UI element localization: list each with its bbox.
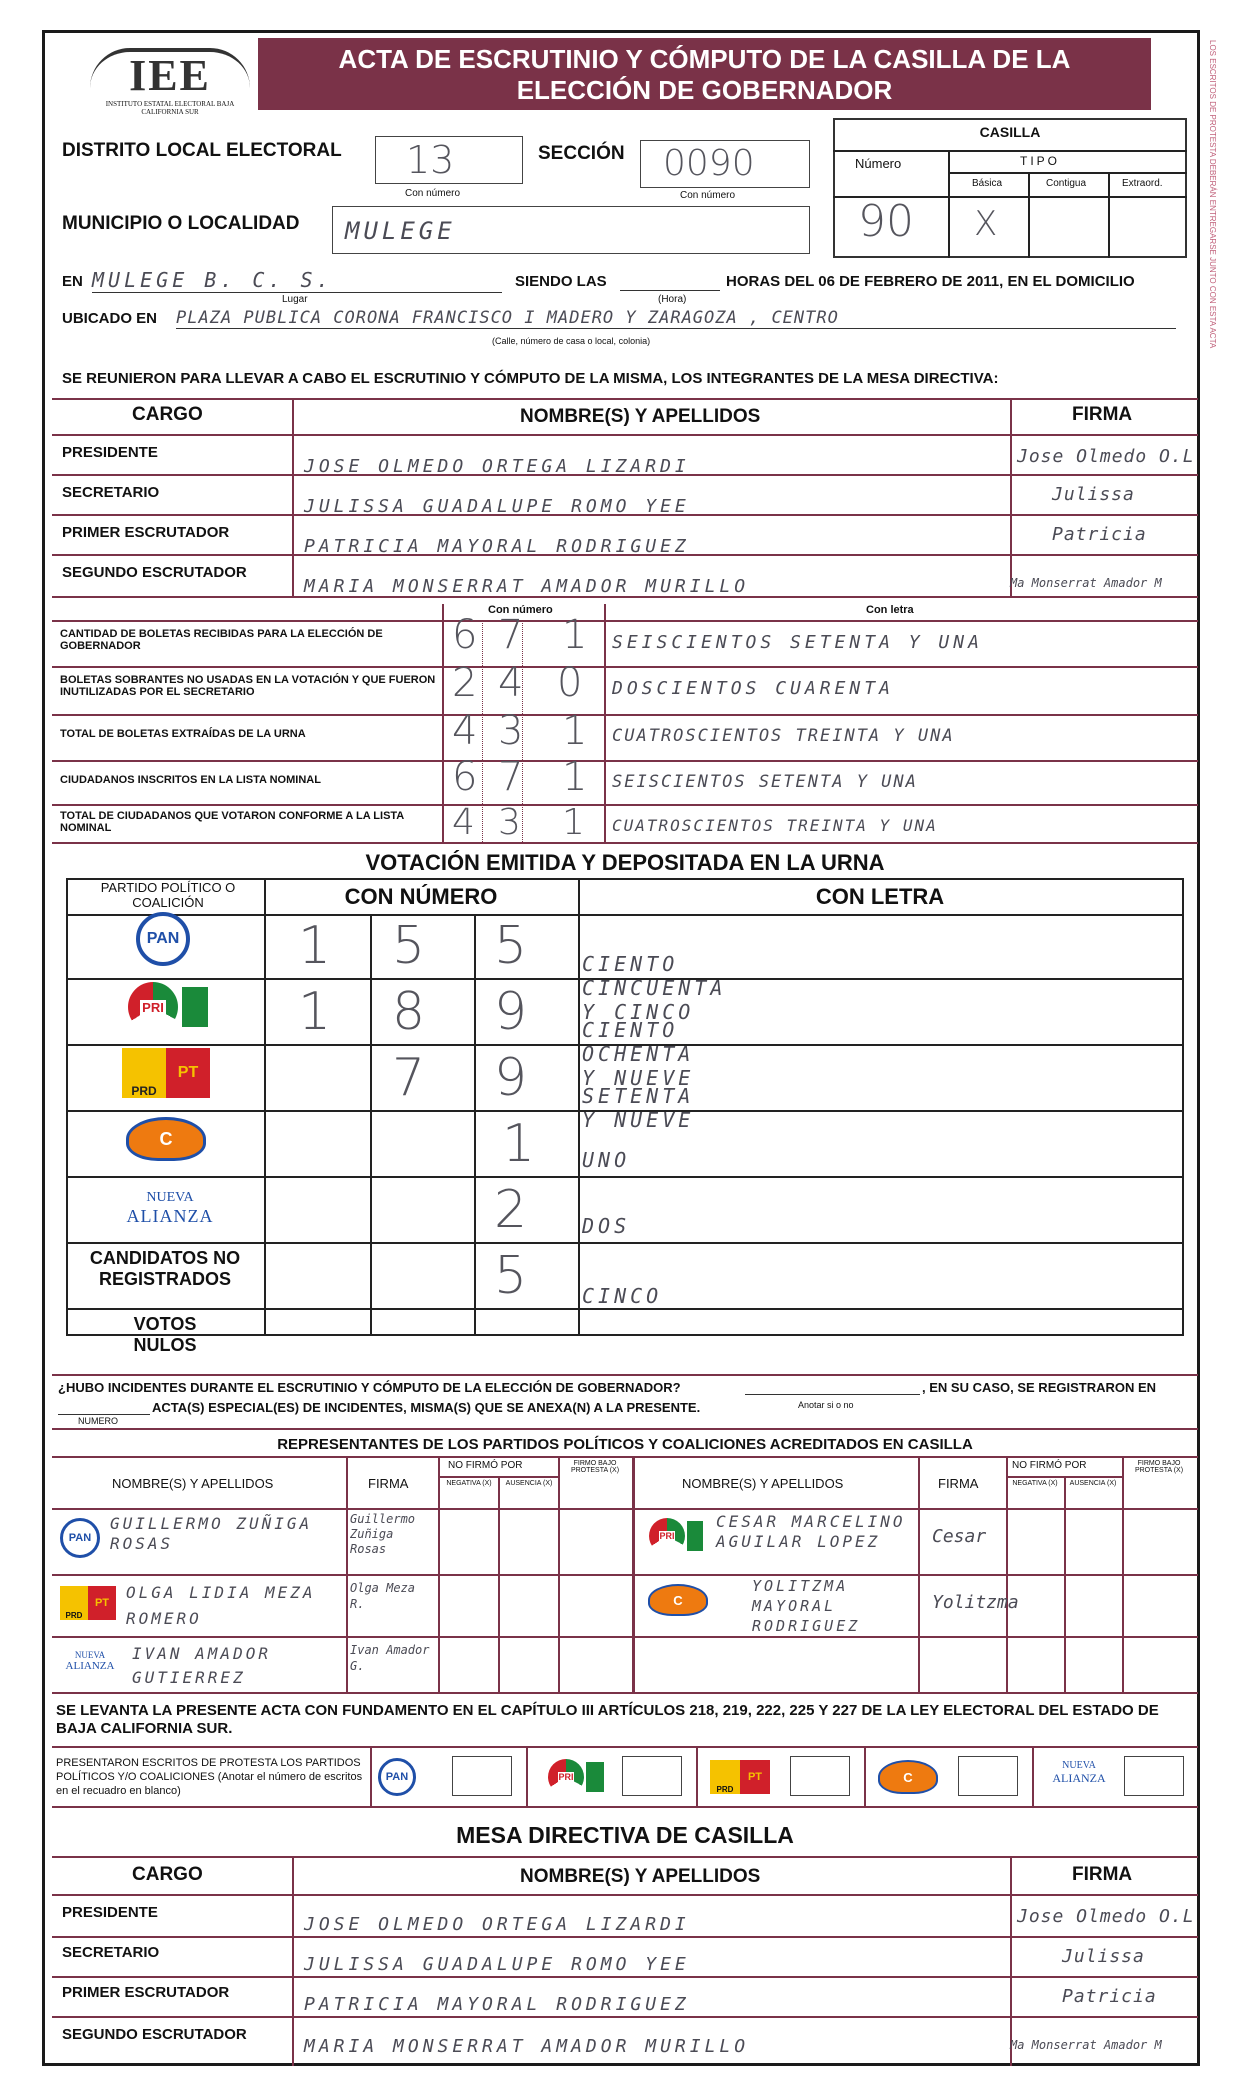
title-line-2: ELECCIÓN DE GOBERNADOR xyxy=(516,75,893,105)
mesa-cargo-head: CARGO xyxy=(132,1864,203,1885)
hora-sublabel: (Hora) xyxy=(658,294,687,305)
vote-digit[interactable]: 1 xyxy=(502,1114,536,1174)
vote-digit[interactable]: 9 xyxy=(494,982,528,1042)
section-sublabel: Con número xyxy=(680,190,736,201)
protesta-count-box[interactable] xyxy=(622,1756,682,1796)
count-label: CIUDADANOS INSCRITOS EN LA LISTA NOMINAL xyxy=(60,774,321,786)
officials-line-head xyxy=(52,434,1198,436)
nueva-alianza-logo-icon xyxy=(60,1650,120,1672)
counts-con-numero: Con número xyxy=(488,604,553,616)
incidents-line-top xyxy=(52,1374,1198,1376)
mesa-firma-head: FIRMA xyxy=(1072,1864,1133,1885)
mesa-name[interactable]: JULISSA GUADALUPE ROMO YEE xyxy=(304,1954,690,1975)
vote-letra[interactable]: SETENTA Y NUEVE xyxy=(582,1084,695,1132)
vote-digit[interactable]: 1 xyxy=(298,982,332,1042)
reps-vline-9 xyxy=(1122,1456,1124,1692)
official-name[interactable]: JOSE OLMEDO ORTEGA LIZARDI xyxy=(304,456,690,477)
na-logo-line2: ALIANZA xyxy=(1052,1771,1106,1785)
pan-logo-text: PAN xyxy=(136,912,190,966)
pt-logo-text: PT xyxy=(166,1048,210,1098)
na-logo-line1: NUEVA xyxy=(74,1650,106,1660)
reps-negativa-head: NEGATIVA (X) xyxy=(1012,1480,1058,1487)
casilla-contigua-label: Contigua xyxy=(1046,178,1087,189)
count-letra[interactable]: CUATROSCIENTOS TREINTA Y UNA xyxy=(612,726,955,746)
iee-logo-subtitle: INSTITUTO ESTATAL ELECTORAL BAJA CALIFORNIA SUR xyxy=(105,100,235,116)
count-label: BOLETAS SOBRANTES NO USADAS EN LA VOTACIÓN Y QUE FUERON INUTILIZADAS POR EL SECRETARIO xyxy=(60,674,436,698)
mesa-name[interactable]: PATRICIA MAYORAL RODRIGUEZ xyxy=(304,1994,690,2015)
official-signature[interactable]: Jose Olmedo O.L xyxy=(1017,446,1195,467)
reps-firmobajo-head: FIRMO BAJO PROTESTA (X) xyxy=(570,1460,620,1474)
official-signature[interactable]: Ma Monserrat Amador M xyxy=(1010,576,1162,590)
mesa-line-3 xyxy=(52,2016,1198,2018)
prd-pt-logo-icon xyxy=(60,1586,116,1620)
pan-logo-icon xyxy=(128,912,198,966)
vote-letra[interactable]: CINCO xyxy=(582,1284,663,1308)
nueva-alianza-logo-icon xyxy=(1044,1760,1114,1786)
pri-logo-disc xyxy=(548,1759,584,1795)
reps-line-3 xyxy=(52,1636,1198,1638)
casilla-numero-label: Número xyxy=(855,156,902,171)
count-digit[interactable]: 4 xyxy=(498,660,524,706)
mesa-signature[interactable]: Ma Monserrat Amador M xyxy=(1010,2038,1162,2052)
vote-digit[interactable]: 7 xyxy=(392,1048,426,1108)
na-logo-line1: NUEVA xyxy=(1062,1760,1096,1771)
pri-logo-text: PRI xyxy=(558,1772,574,1782)
pri-logo-bar xyxy=(687,1521,703,1551)
reps-vline-3 xyxy=(498,1476,500,1692)
officials-cargo-head: CARGO xyxy=(132,404,203,425)
mesa-cargo: PRIMER ESCRUTADOR xyxy=(62,1984,230,2001)
reps-subline-right xyxy=(1006,1476,1122,1478)
municipio-value: MULEGE xyxy=(345,217,456,245)
prd-logo-text: PRD xyxy=(710,1760,740,1794)
count-digit[interactable]: 3 xyxy=(498,708,524,754)
reps-nombres-head: NOMBRE(S) Y APELLIDOS xyxy=(112,1476,274,1491)
hora-field[interactable] xyxy=(620,290,720,291)
reps-nofirmo-head: NO FIRMÓ POR xyxy=(1012,1460,1087,1471)
count-digit[interactable]: 2 xyxy=(452,660,478,706)
convergencia-logo-text: C xyxy=(648,1584,708,1616)
section-label: SECCIÓN xyxy=(538,143,625,164)
pan-logo-text: PAN xyxy=(68,1532,92,1544)
reps-vline-8 xyxy=(1064,1476,1066,1692)
count-digit[interactable]: 1 xyxy=(562,754,588,800)
reps-nofirmo-head: NO FIRMÓ POR xyxy=(448,1460,523,1471)
rep-signature[interactable]: Ivan Amador G. xyxy=(350,1643,430,1673)
vote-digit[interactable]: 8 xyxy=(392,982,426,1042)
counts-vline-2 xyxy=(482,620,483,842)
reps-firma-head: FIRMA xyxy=(368,1476,409,1491)
pri-logo-disc xyxy=(128,982,178,1032)
official-name[interactable]: JULISSA GUADALUPE ROMO YEE xyxy=(304,496,690,517)
counts-con-letra: Con letra xyxy=(866,604,914,616)
count-letra[interactable]: DOSCIENTOS CUARENTA xyxy=(612,678,894,699)
reps-line-2 xyxy=(52,1574,1198,1576)
mesa-signature[interactable]: Patricia xyxy=(1062,1986,1157,2007)
pri-logo-icon xyxy=(546,1758,606,1796)
votes-col-num: CON NÚMERO xyxy=(344,884,498,909)
title-line-1: ACTA DE ESCRUTINIO Y CÓMPUTO DE LA CASILLA DE LA xyxy=(338,44,1071,74)
rep-name[interactable]: CESAR MARCELINO AGUILAR LOPEZ xyxy=(716,1512,906,1551)
rep-signature[interactable]: Guillermo Zuñiga Rosas xyxy=(350,1512,416,1556)
counts-line-3 xyxy=(52,760,1198,762)
reps-line-0 xyxy=(52,1456,1198,1458)
protesta-vline-2 xyxy=(696,1746,698,1806)
vote-digit[interactable]: 5 xyxy=(494,1246,528,1306)
votes-line-5 xyxy=(68,1242,1182,1244)
mesa-cargo: PRESIDENTE xyxy=(62,1904,158,1921)
legal-text: SE LEVANTA LA PRESENTE ACTA CON FUNDAMENTO EN EL CAPÍTULO III ARTÍCULOS 218, 219, 222, 225 Y 227 DE LA LEY ELECTORAL DEL ESTADO DE BAJA CALIFORNIA SUR. xyxy=(56,1702,1159,1737)
casilla-divider-2 xyxy=(948,172,1187,174)
na-logo-line1: NUEVA xyxy=(146,1190,194,1205)
votes-vline-2 xyxy=(370,914,372,1334)
officials-line-top xyxy=(52,398,1198,400)
section-field[interactable] xyxy=(640,140,810,188)
count-digit[interactable]: 6 xyxy=(452,612,478,658)
officials-firma-head: FIRMA xyxy=(1072,404,1133,425)
prd-logo-text: PRD xyxy=(60,1586,88,1620)
protesta-line-bottom xyxy=(52,1806,1198,1808)
vote-letra[interactable]: CIENTO CINCUENTA Y CINCO xyxy=(582,952,727,1024)
official-cargo: SEGUNDO ESCRUTADOR xyxy=(62,564,247,581)
rep-signature[interactable]: Cesar xyxy=(932,1526,987,1547)
pri-logo-disc xyxy=(649,1518,685,1554)
casilla-divider-1 xyxy=(833,150,1187,152)
count-digit[interactable]: 0 xyxy=(557,660,583,706)
horas-text: HORAS DEL 06 DE FEBRERO DE 2011, EN EL DOMICILIO xyxy=(726,273,1135,290)
pri-logo-bar xyxy=(182,987,208,1027)
counts-vline-4 xyxy=(604,604,606,842)
convergencia-logo-icon xyxy=(648,1582,708,1618)
na-logo-line2: ALIANZA xyxy=(126,1206,214,1226)
vote-letra[interactable]: DOS xyxy=(582,1214,631,1238)
count-digit[interactable]: 4 xyxy=(452,708,478,754)
official-name[interactable]: PATRICIA MAYORAL RODRIGUEZ xyxy=(304,536,690,557)
officials-vline-2 xyxy=(1010,398,1012,596)
pri-logo-icon xyxy=(126,980,210,1034)
casilla-vline-2 xyxy=(1028,172,1030,258)
votes-col-letra: CON LETRA xyxy=(815,884,945,909)
vote-letra[interactable]: UNO xyxy=(582,1148,631,1172)
district-label: DISTRITO LOCAL ELECTORAL xyxy=(62,140,342,161)
side-note-right: LOS ESCRITOS DE PROTESTA DEBERÁN ENTREGARSE JUNTO CON ESTA ACTA xyxy=(1208,40,1217,349)
incidents-numero: NUMERO xyxy=(78,1416,118,1426)
rep-signature[interactable]: Yolitzma xyxy=(932,1592,1019,1613)
municipio-label: MUNICIPIO O LOCALIDAD xyxy=(62,213,300,234)
pan-logo-icon xyxy=(60,1518,100,1558)
reps-ausencia-head: AUSENCIA (X) xyxy=(505,1480,553,1487)
votes-line-6 xyxy=(68,1308,1182,1310)
incidents-line2: ACTA(S) ESPECIAL(ES) DE INCIDENTES, MISMA(S) QUE SE ANEXA(N) A LA PRESENTE. xyxy=(152,1400,701,1415)
mesa-nombres-head: NOMBRE(S) Y APELLIDOS xyxy=(520,1866,761,1887)
convergencia-logo-text: C xyxy=(126,1117,206,1161)
protesta-count-box[interactable] xyxy=(790,1756,850,1796)
pan-logo-icon xyxy=(378,1758,416,1796)
casilla-tipo-label: TIPO xyxy=(1020,154,1061,168)
officials-table xyxy=(52,398,1198,598)
prd-pt-logo-icon xyxy=(710,1760,770,1794)
rep-signature[interactable]: Olga Meza R. xyxy=(350,1581,416,1611)
counts-vline-1 xyxy=(442,604,444,842)
reps-vline-2 xyxy=(438,1456,440,1692)
count-digit[interactable]: 7 xyxy=(498,612,524,658)
mesa-line-1 xyxy=(52,1936,1198,1938)
votes-vline-1 xyxy=(264,880,266,1334)
pan-logo-text: PAN xyxy=(385,1771,409,1783)
mesa-table xyxy=(52,1856,1198,2066)
reps-title: REPRESENTANTES DE LOS PARTIDOS POLÍTICOS Y COALICIONES ACREDITADOS EN CASILLA xyxy=(277,1436,973,1453)
protesta-vline-1 xyxy=(526,1746,528,1806)
iee-logo-mark: IEE xyxy=(90,48,250,100)
counts-line-1 xyxy=(52,666,1198,668)
mesa-title: MESA DIRECTIVA DE CASILLA xyxy=(456,1822,794,1848)
count-digit[interactable]: 1 xyxy=(562,708,588,754)
district-field[interactable] xyxy=(375,136,523,184)
count-digit[interactable]: 6 xyxy=(452,754,478,800)
reps-firma-head: FIRMA xyxy=(938,1476,979,1491)
official-cargo: PRESIDENTE xyxy=(62,444,158,461)
protesta-text: PRESENTARON ESCRITOS DE PROTESTA LOS PARTIDOS POLÍTICOS Y/O COALICIONES (Anotar el número de escritos en el recuadro en blanco) xyxy=(56,1757,363,1797)
votos-nulos-label: VOTOS NULOS xyxy=(133,1314,197,1355)
count-label: TOTAL DE BOLETAS EXTRAÍDAS DE LA URNA xyxy=(60,728,306,740)
incidents-line1: ¿HUBO INCIDENTES DURANTE EL ESCRUTINIO Y CÓMPUTO DE LA ELECCIÓN DE GOBERNADOR? xyxy=(58,1380,681,1395)
no-registrados-label: CANDIDATOS NO REGISTRADOS xyxy=(89,1248,241,1289)
count-digit[interactable]: 7 xyxy=(498,754,524,800)
pt-logo-text: PT xyxy=(88,1586,116,1620)
protesta-vline-3 xyxy=(864,1746,866,1806)
lugar-sublabel: Lugar xyxy=(282,294,308,305)
official-cargo: PRIMER ESCRUTADOR xyxy=(62,524,230,541)
reps-nombres-head: NOMBRE(S) Y APELLIDOS xyxy=(682,1476,844,1491)
na-logo-line2: ALIANZA xyxy=(65,1660,115,1672)
ubicado-label: UBICADO EN xyxy=(62,310,158,327)
votes-vline-4 xyxy=(578,880,580,1334)
mesa-line-top xyxy=(52,1856,1198,1858)
vote-digit[interactable]: 5 xyxy=(392,916,426,976)
pt-logo-text: PT xyxy=(740,1760,770,1794)
casilla-numero-value[interactable]: 90 xyxy=(858,196,914,247)
prd-logo-text: PRD xyxy=(122,1048,166,1098)
mesa-line-head xyxy=(52,1894,1198,1896)
pri-logo-text: PRI xyxy=(659,1531,675,1541)
vote-digit[interactable]: 5 xyxy=(494,916,528,976)
pri-logo-bar xyxy=(586,1762,604,1792)
pri-logo-text: PRI xyxy=(142,999,164,1015)
vote-digit[interactable]: 9 xyxy=(494,1048,528,1108)
count-digit[interactable]: 3 xyxy=(498,802,521,843)
official-signature[interactable]: Patricia xyxy=(1052,524,1147,545)
count-label: TOTAL DE CIUDADANOS QUE VOTARON CONFORME A LA LISTA NOMINAL xyxy=(60,810,404,834)
reps-vline-7 xyxy=(1006,1456,1008,1692)
reps-negativa-head: NEGATIVA (X) xyxy=(446,1480,492,1487)
reps-line-1 xyxy=(52,1508,1198,1510)
mesa-vline-2 xyxy=(1010,1856,1012,2066)
votes-col-party: PARTIDO POLÍTICO O COALICIÓN xyxy=(100,880,236,910)
reps-firmobajo-head: FIRMO BAJO PROTESTA (X) xyxy=(1134,1460,1184,1474)
mesa-vline-1 xyxy=(292,1856,294,2066)
officials-nombres-head: NOMBRE(S) Y APELLIDOS xyxy=(520,406,761,427)
casilla-title: CASILLA xyxy=(979,124,1041,140)
reps-subline-left xyxy=(438,1476,558,1478)
convergencia-logo-icon xyxy=(126,1112,206,1166)
incidents-anotar: Anotar si o no xyxy=(798,1400,854,1410)
en-value[interactable]: MULEGE B. C. S. xyxy=(92,268,502,293)
mesa-name[interactable]: MARIA MONSERRAT AMADOR MURILLO xyxy=(304,2036,750,2057)
district-sublabel: Con número xyxy=(405,188,461,199)
nueva-alianza-logo-icon xyxy=(120,1178,220,1234)
count-digit[interactable]: 4 xyxy=(452,802,475,843)
counts-line-0 xyxy=(52,620,1198,622)
official-name[interactable]: MARIA MONSERRAT AMADOR MURILLO xyxy=(304,576,750,597)
casilla-basica-label: Básica xyxy=(972,178,1003,189)
reps-vline-1 xyxy=(346,1456,348,1692)
convergencia-logo-text: C xyxy=(878,1760,938,1794)
rep-name[interactable]: OLGA LIDIA MEZA ROMERO xyxy=(126,1583,316,1628)
votes-title: VOTACIÓN EMITIDA Y DEPOSITADA EN LA URNA xyxy=(365,850,885,875)
convergencia-logo-icon xyxy=(878,1758,938,1796)
protesta-vline-4 xyxy=(1032,1746,1034,1806)
officials-vline-1 xyxy=(292,398,294,596)
counts-line-2 xyxy=(52,714,1198,716)
count-digit[interactable]: 1 xyxy=(562,802,585,843)
vote-digit[interactable]: 2 xyxy=(494,1180,528,1240)
official-signature[interactable]: Julissa xyxy=(1052,484,1135,505)
protesta-vline-0 xyxy=(370,1746,372,1806)
protesta-count-box[interactable] xyxy=(1124,1756,1184,1796)
title-banner xyxy=(258,38,1151,110)
reps-line-top xyxy=(52,1428,1198,1430)
counts-line-5 xyxy=(52,842,1198,844)
iee-logo xyxy=(90,48,250,118)
district-value: 13 xyxy=(406,138,455,182)
prd-pt-logo-icon xyxy=(122,1048,210,1098)
pri-logo-icon xyxy=(648,1516,704,1556)
count-letra[interactable]: SEISCIENTOS SETENTA Y UNA xyxy=(612,632,983,653)
incidents-count-field[interactable] xyxy=(58,1414,150,1415)
rep-name[interactable]: IVAN AMADOR GUTIERREZ xyxy=(132,1644,271,1687)
siendo-label: SIENDO LAS xyxy=(515,273,607,290)
rep-name[interactable]: YOLITZMA MAYORAL RODRIGUEZ xyxy=(752,1577,861,1635)
municipio-field[interactable] xyxy=(332,206,810,254)
count-letra[interactable]: SEISCIENTOS SETENTA Y UNA xyxy=(612,772,918,792)
incidents-line1b: , EN SU CASO, SE REGISTRARON EN xyxy=(922,1380,1157,1395)
ubicado-sublabel: (Calle, número de casa o local, colonia) xyxy=(492,336,651,346)
ubicado-value[interactable]: PLAZA PUBLICA CORONA FRANCISCO I MADERO Y ZARAGOZA , CENTRO xyxy=(176,308,1176,329)
incidents-answer-field[interactable] xyxy=(745,1394,920,1395)
count-letra[interactable]: CUATROSCIENTOS TREINTA Y UNA xyxy=(612,816,938,835)
official-cargo: SECRETARIO xyxy=(62,484,160,501)
votes-line-head xyxy=(68,914,1182,916)
casilla-vline-1 xyxy=(948,150,950,258)
section-value: 0090 xyxy=(663,143,755,184)
protesta-count-box[interactable] xyxy=(452,1756,512,1796)
mesa-signature[interactable]: Julissa xyxy=(1062,1946,1145,1967)
reps-line-4 xyxy=(52,1692,1198,1694)
mesa-cargo: SECRETARIO xyxy=(62,1944,160,1961)
rep-name[interactable]: GUILLERMO ZUÑIGA ROSAS xyxy=(110,1514,313,1553)
casilla-extraord-label: Extraord. xyxy=(1122,178,1163,189)
votes-line-4 xyxy=(68,1176,1182,1178)
counts-line-4 xyxy=(52,804,1198,806)
reps-table xyxy=(52,1456,1198,1696)
reps-vline-5 xyxy=(632,1456,635,1692)
mesa-cargo: SEGUNDO ESCRUTADOR xyxy=(62,2026,247,2043)
casilla-vline-3 xyxy=(1108,172,1110,258)
protesta-count-box[interactable] xyxy=(958,1756,1018,1796)
vote-letra[interactable]: CIENTO OCHENTA Y NUEVE xyxy=(582,1018,695,1090)
mesa-line-2 xyxy=(52,1976,1198,1978)
count-digit[interactable]: 1 xyxy=(562,612,588,658)
reps-ausencia-head: AUSENCIA (X) xyxy=(1069,1480,1117,1487)
votes-vline-3 xyxy=(474,914,476,1334)
legal-line xyxy=(52,1746,1198,1748)
reunion-text: SE REUNIERON PARA LLEVAR A CABO EL ESCRUTINIO Y CÓMPUTO DE LA MISMA, LOS INTEGRANTES DE LA MESA DIRECTIVA: xyxy=(62,370,999,387)
vote-digit[interactable]: 1 xyxy=(298,916,332,976)
mesa-signature[interactable]: Jose Olmedo O.L xyxy=(1017,1906,1195,1927)
casilla-basica-mark[interactable]: X xyxy=(974,204,998,244)
reps-vline-4 xyxy=(558,1456,560,1692)
mesa-name[interactable]: JOSE OLMEDO ORTEGA LIZARDI xyxy=(304,1914,690,1935)
count-label: CANTIDAD DE BOLETAS RECIBIDAS PARA LA ELECCIÓN DE GOBERNADOR xyxy=(60,628,383,652)
en-label: EN xyxy=(62,273,83,290)
reps-vline-6 xyxy=(918,1456,920,1692)
